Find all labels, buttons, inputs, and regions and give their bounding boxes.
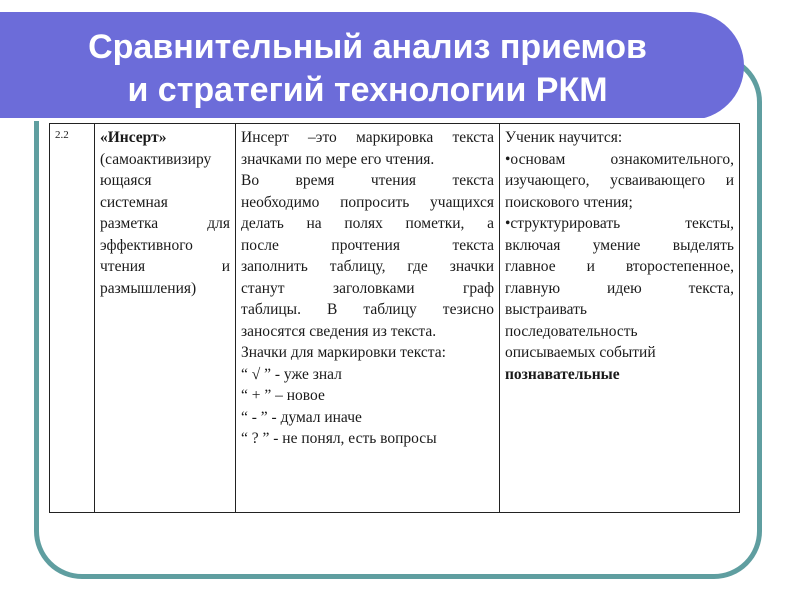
description-line: Инсерт –это маркировка текста <box>241 129 494 146</box>
description-line: после прочтения текста <box>241 236 494 254</box>
title-line-1: Сравнительный анализ приемов <box>88 28 647 66</box>
technique-desc-line: эффективного <box>100 236 193 254</box>
description-cell <box>236 124 500 513</box>
results-category: познавательные <box>505 365 620 383</box>
results-line: включая умение выделять <box>505 236 734 254</box>
marker-line: “ ? ” - не понял, есть вопросы <box>241 430 437 447</box>
results-line: главное и второстепенное, <box>505 258 734 275</box>
technique-name-cell <box>95 124 236 513</box>
comparison-table <box>49 123 740 513</box>
results-line: •основам ознакомительного, <box>505 150 734 168</box>
description-line: делать на полях пометки, а <box>241 215 494 232</box>
description-line: значками по мере его чтения. <box>241 150 435 168</box>
description-line: Во время чтения текста <box>241 172 494 189</box>
technique-desc-line: (самоактивизиру <box>100 150 212 168</box>
results-line: последовательность <box>505 322 638 340</box>
results-line: описываемых событий <box>505 344 656 361</box>
title-underline <box>0 118 706 121</box>
description-line: Значки для маркировки текста: <box>241 344 446 361</box>
results-line: изучающего, усваивающего и <box>505 172 734 189</box>
title-line-2: и стратегий технологии РКМ <box>127 71 608 109</box>
technique-desc-line: ющаяся <box>100 172 152 189</box>
results-cell <box>500 124 740 513</box>
table-row <box>50 124 740 513</box>
description-line: станут заголовками граф <box>241 279 494 297</box>
slide-title <box>0 26 735 112</box>
marker-line: “ + ” – новое <box>241 387 325 404</box>
technique-desc-line: чтения и <box>100 258 230 275</box>
row-number: 2.2 <box>55 129 69 141</box>
description-line: необходимо попросить учащихся <box>241 193 494 211</box>
technique-desc-line: системная <box>100 193 168 211</box>
description-line: таблицы. В таблицу тезисно <box>241 301 494 318</box>
comparison-table-container <box>49 123 739 513</box>
results-line: поискового чтения; <box>505 193 633 211</box>
technique-name: «Инсерт» <box>100 129 167 146</box>
results-line: выстраивать <box>505 301 587 318</box>
marker-line: “ √ ” - уже знал <box>241 365 342 383</box>
results-line: Ученик научится: <box>505 129 623 146</box>
results-line: •структурировать тексты, <box>505 215 734 232</box>
technique-desc-line: размышления) <box>100 279 197 297</box>
row-number-cell <box>50 124 95 513</box>
title-bar <box>0 12 744 120</box>
marker-line: “ - ” - думал иначе <box>241 408 362 426</box>
technique-desc-line: разметка для <box>100 215 230 232</box>
results-line: главную идею текста, <box>505 279 734 297</box>
description-line: заполнить таблицу, где значки <box>241 258 494 275</box>
description-line: заносятся сведения из текста. <box>241 322 437 340</box>
